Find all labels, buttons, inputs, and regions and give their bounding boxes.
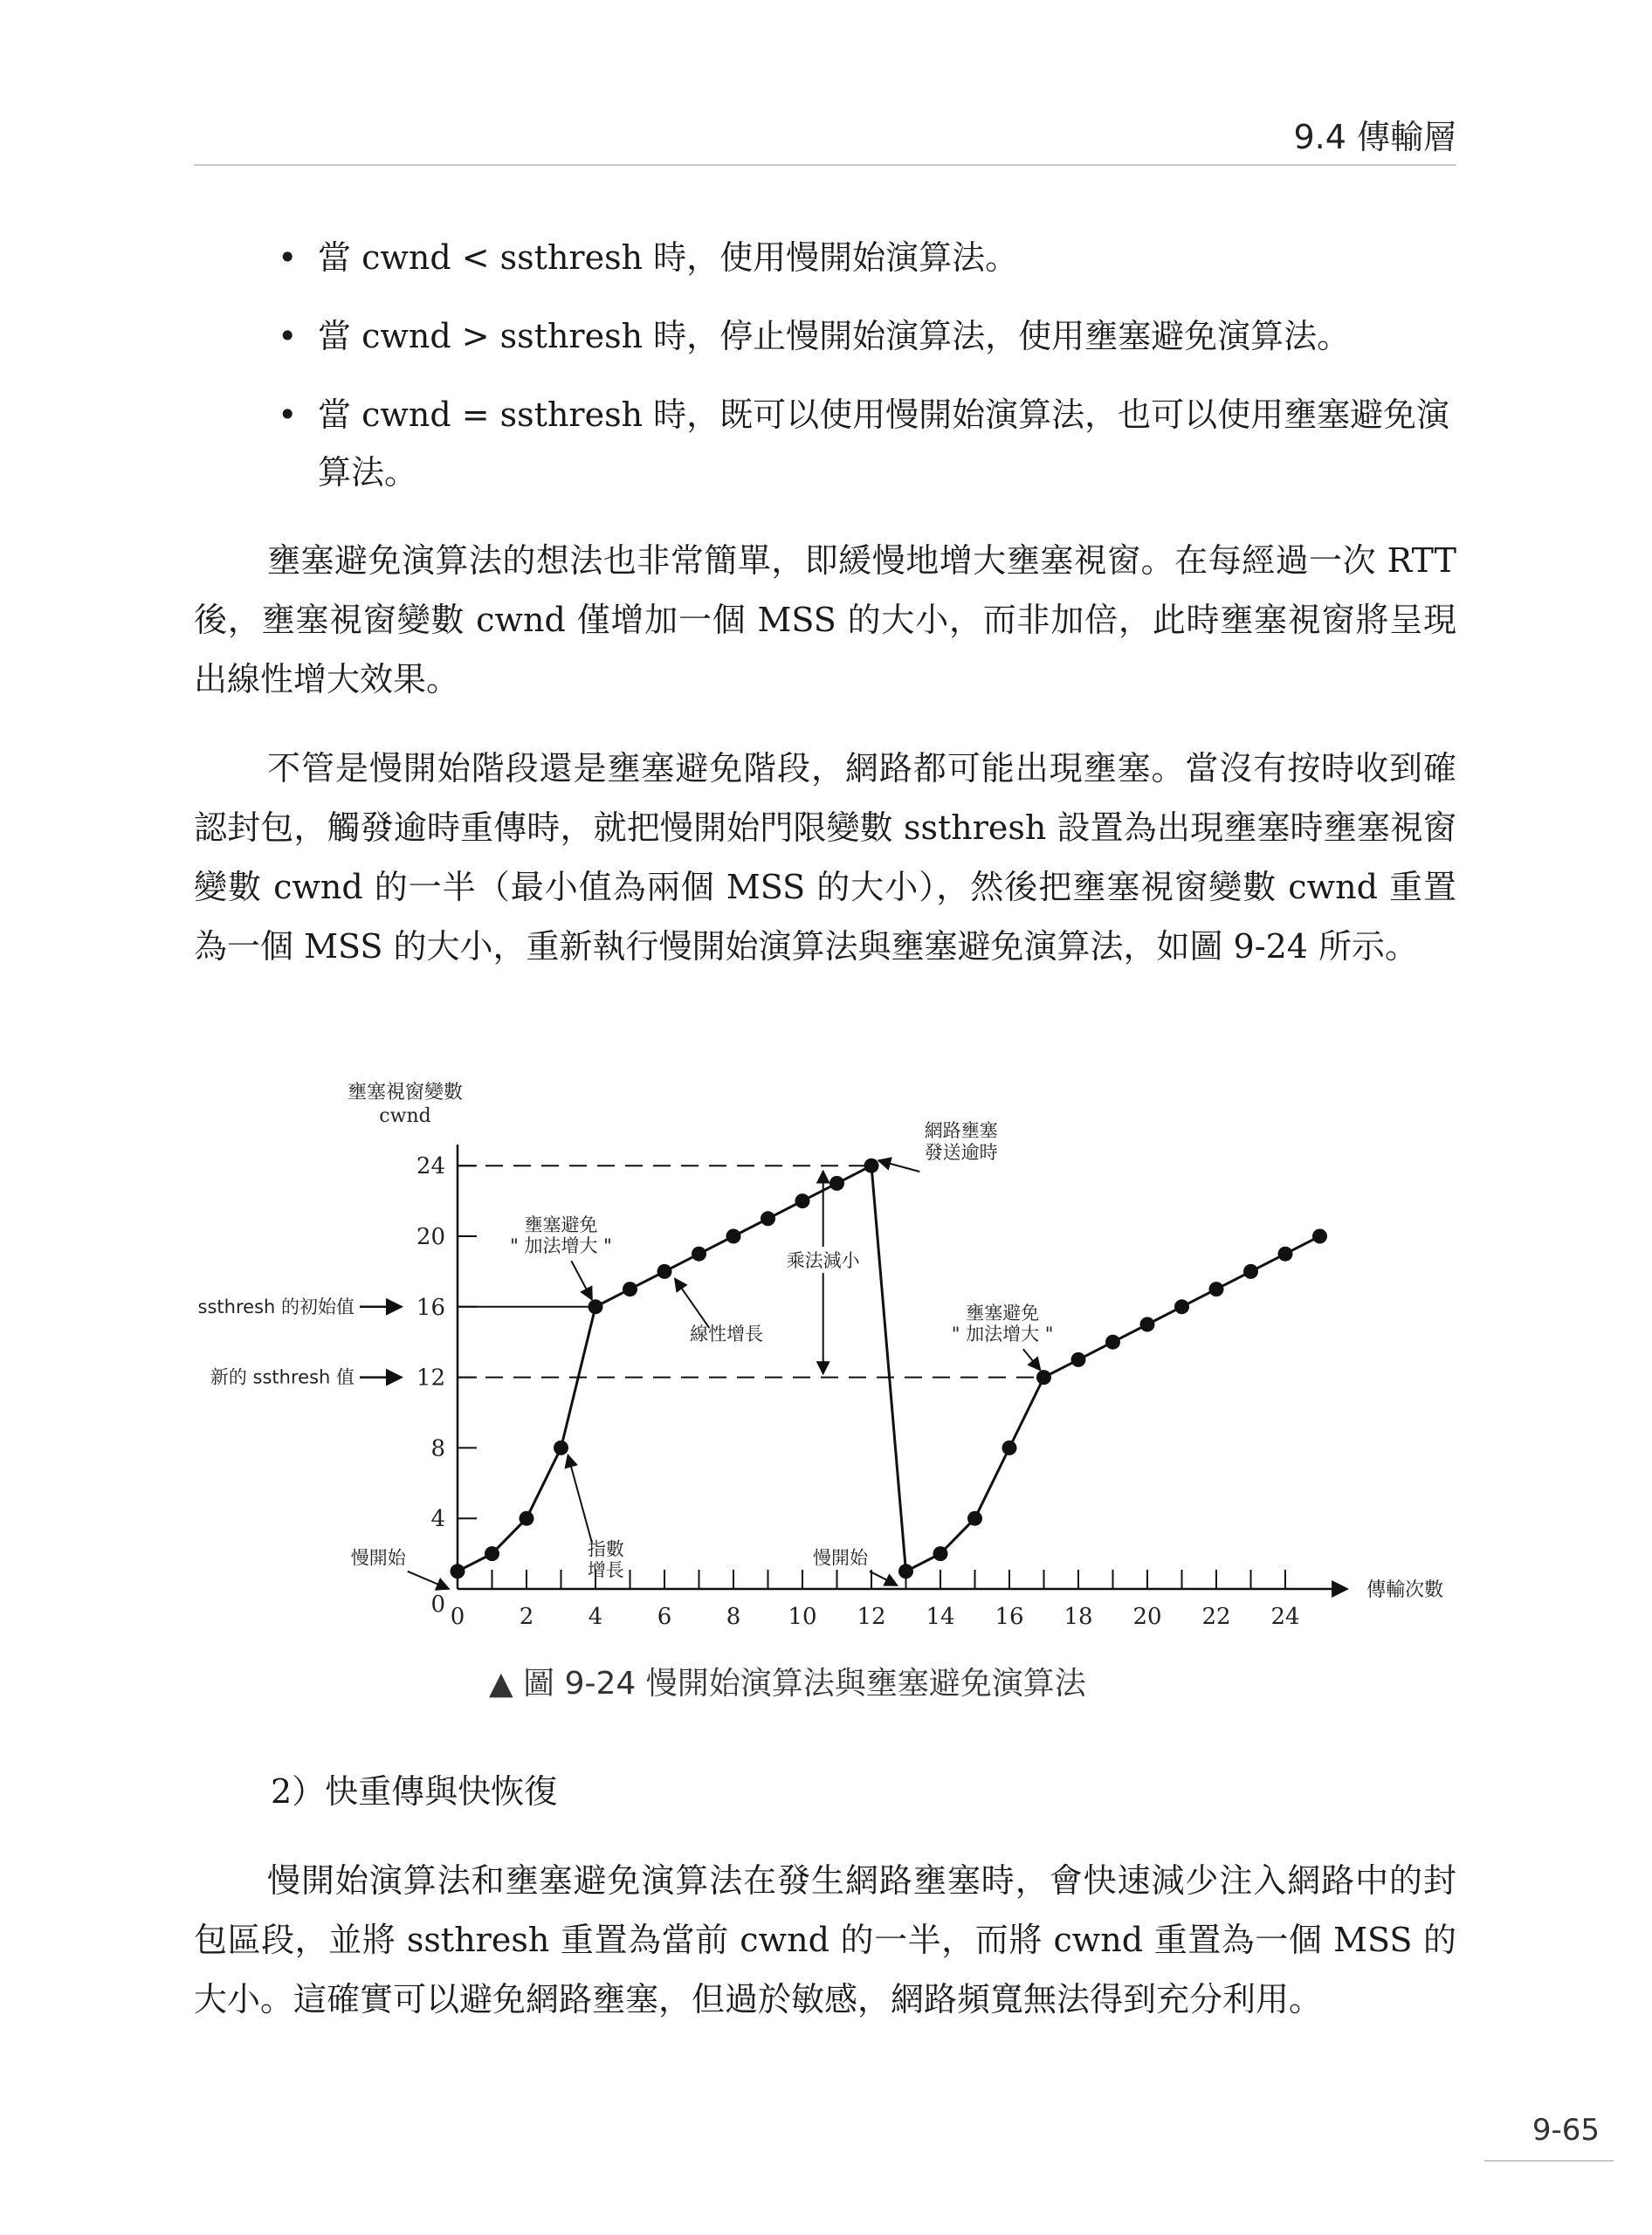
x-tick-label: 24 [1270, 1604, 1300, 1630]
x-tick-label: 4 [588, 1604, 603, 1630]
exponential-arrow [568, 1454, 592, 1543]
body-top [194, 229, 1456, 976]
x-tick-label: 8 [726, 1604, 741, 1630]
slow-start-1-arrow [408, 1571, 449, 1589]
x-tick-label: 12 [857, 1604, 886, 1630]
x-tick-label: 20 [1132, 1604, 1162, 1630]
cwnd-point [1174, 1299, 1189, 1314]
cwnd-point [1243, 1264, 1258, 1279]
x-tick-label: 16 [995, 1604, 1024, 1630]
figure-caption: ▲ 圖 9-24 慢開始演算法與壅塞避免演算法 [489, 1666, 1086, 1702]
ssthresh-initial-label: ssthresh 的初始值 [197, 1296, 354, 1317]
cwnd-point [1312, 1229, 1327, 1244]
y-tick-label: 24 [416, 1153, 445, 1180]
bullet-text: 當 cwnd = ssthresh 時，既可以使用慢開始演算法，也可以使用壅塞避免演算法。 [318, 395, 1450, 492]
ca-additive-1-label: 壅塞避免 [524, 1214, 598, 1235]
ssthresh-new-label: 新的 ssthresh 值 [210, 1366, 354, 1388]
ca-additive-2-arrow [1023, 1349, 1041, 1370]
congestion-label: 網路壅塞 [924, 1120, 998, 1141]
figure-9-24 [0, 1074, 1652, 1720]
y-axis-unit: cwnd [379, 1105, 431, 1127]
ca-additive-1-arrow [571, 1261, 592, 1299]
body-bottom [194, 1851, 1456, 2029]
ca-additive-1-sublabel: " 加法增大 " [510, 1234, 612, 1256]
cwnd-point [898, 1564, 913, 1578]
x-tick-label: 0 [450, 1604, 465, 1630]
chapter-section-title: 9.4 傳輸層 [1293, 118, 1456, 156]
y-tick-label: 4 [430, 1506, 445, 1533]
x-tick-label: 2 [519, 1604, 534, 1630]
paragraph: 慢開始演算法和壅塞避免演算法在發生網路壅塞時，會快速減少注入網路中的封包區段，並將 ssthresh 重置為當前 cwnd 的一半，而將 cwnd 重置為一個 MSS 的大小。這確實可以避免網路壅塞，但過於敏感，網路頻寬無法得到充分利用。 [194, 1861, 1456, 2018]
bullet-item [194, 307, 1456, 365]
ca-additive-2-sublabel: " 加法增大 " [951, 1323, 1054, 1344]
ca-additive-2-label: 壅塞避免 [966, 1302, 1040, 1324]
cwnd-point [829, 1176, 844, 1191]
x-axis-title: 傳輸次數 [1366, 1579, 1444, 1601]
cwnd-point [554, 1441, 568, 1455]
cwnd-point [1140, 1317, 1155, 1332]
cwnd-point [933, 1546, 948, 1561]
bullet-item [194, 229, 1456, 286]
congestion-arrow [878, 1160, 919, 1172]
running-header [194, 103, 1456, 166]
linear-growth-label: 線性增長 [690, 1324, 764, 1345]
linear-growth-arrow [675, 1278, 710, 1328]
y-tick-label: 20 [416, 1224, 445, 1250]
multiplicative-decrease-label: 乘法減小 [786, 1250, 860, 1272]
cwnd-point [589, 1299, 603, 1314]
x-tick-label: 6 [657, 1604, 672, 1630]
x-tick-label: 10 [788, 1604, 817, 1630]
cwnd-point [657, 1264, 672, 1279]
cwnd-point [485, 1546, 499, 1561]
cwnd-point [795, 1193, 810, 1208]
cwnd-point [1071, 1352, 1086, 1367]
origin-label: 0 [430, 1592, 445, 1618]
y-tick-label: 12 [416, 1365, 445, 1392]
bullet-icon: • [278, 238, 298, 277]
paragraph: 壅塞避免演算法的想法也非常簡單，即緩慢地增大壅塞視窗。在每經過一次 RTT 後，壅塞視窗變數 cwnd 僅增加一個 MSS 的大小，而非加倍，此時壅塞視窗將呈現出線性增大效果。 [194, 541, 1456, 698]
bullet-icon: • [278, 395, 298, 434]
cwnd-point [1278, 1247, 1293, 1262]
page-number-rule [1484, 2160, 1614, 2162]
slow-start-2-label: 慢開始 [813, 1547, 869, 1569]
cwnd-point [726, 1229, 741, 1244]
cwnd-point [1105, 1335, 1120, 1350]
cwnd-point [761, 1211, 775, 1226]
cwnd-point [1036, 1370, 1051, 1385]
paragraph: 不管是慢開始階段還是壅塞避免階段，網路都可能出現壅塞。當沒有按時收到確認封包，觸發逾時重傳時，就把慢開始門限變數 ssthresh 設置為出現壅塞時壅塞視窗變數 cwnd 的一半（最小值為兩個 MSS 的大小），然後把壅塞視窗變數 cwnd 重置為一個 MSS 的大小，重新執行慢開始演算法與壅塞避免演算法，如圖 9-24 所示。 [194, 749, 1456, 966]
bullet-list [194, 229, 1456, 501]
cwnd-chart [0, 1074, 1652, 1668]
cwnd-point [1209, 1282, 1224, 1296]
cwnd-point [967, 1511, 982, 1526]
timeout-label: 發送逾時 [924, 1142, 998, 1163]
bullet-text: 當 cwnd > ssthresh 時，停止慢開始演算法，使用壅塞避免演算法。 [318, 317, 1351, 355]
bullet-icon: • [278, 317, 298, 355]
slow-start-2-arrow [870, 1571, 898, 1585]
y-tick-label: 8 [430, 1435, 445, 1462]
page-number: 9-65 [1532, 2113, 1600, 2148]
cwnd-point [623, 1282, 637, 1296]
cwnd-point [1002, 1441, 1017, 1455]
bullet-text: 當 cwnd < ssthresh 時，使用慢開始演算法。 [318, 238, 1019, 277]
cwnd-point [451, 1564, 465, 1578]
exponential-label: 指數 [587, 1538, 624, 1560]
exponential-sublabel: 增長 [587, 1559, 624, 1581]
slow-start-1-label: 慢開始 [350, 1547, 406, 1569]
cwnd-point [692, 1247, 706, 1262]
cwnd-point [520, 1511, 534, 1526]
y-tick-label: 16 [416, 1294, 445, 1321]
section-heading: 2）快重傳與快恢復 [271, 1772, 558, 1811]
x-tick-label: 22 [1201, 1604, 1231, 1630]
x-tick-label: 14 [926, 1604, 955, 1630]
x-tick-label: 18 [1063, 1604, 1093, 1630]
y-axis-title: 壅塞視窗變數 [347, 1082, 464, 1104]
bullet-item [194, 386, 1456, 501]
cwnd-point [864, 1159, 879, 1173]
